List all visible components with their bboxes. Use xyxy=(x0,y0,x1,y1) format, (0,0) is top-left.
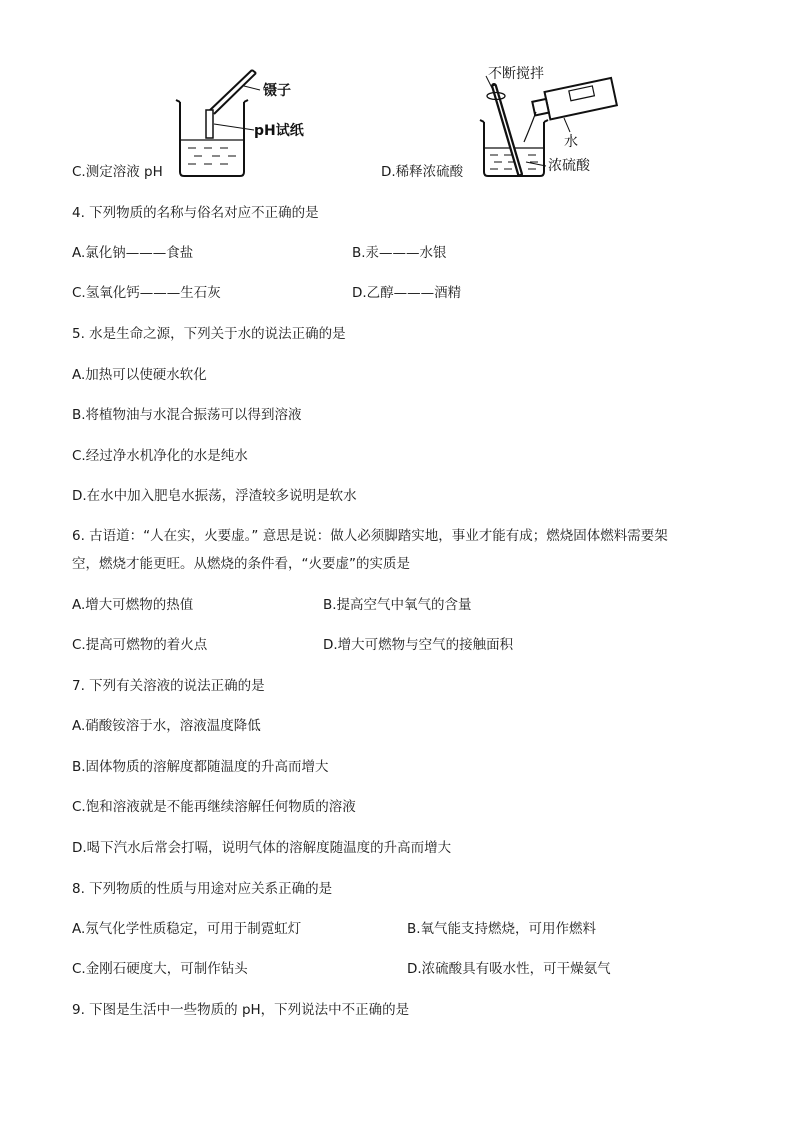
q7-option-b: B.固体物质的溶解度都随温度的升高而增大 xyxy=(72,759,329,775)
q4-option-b: B.汞———水银 xyxy=(352,245,447,261)
q5-option-a: A.加热可以使硬水软化 xyxy=(72,367,207,383)
q7-option-a: A.硝酸铵溶于水，溶液温度降低 xyxy=(72,718,261,734)
q4-option-a: A.氯化钠———食盐 xyxy=(72,245,194,261)
q9-stem: 9. 下图是生活中一些物质的 pH，下列说法中不正确的是 xyxy=(72,1002,410,1018)
q3-option-d: D.稀释浓硫酸 xyxy=(381,164,464,180)
q5-option-d: D.在水中加入肥皂水振荡，浮渣较多说明是软水 xyxy=(72,488,357,504)
q6-option-a: A.增大可燃物的热值 xyxy=(72,597,194,613)
q8-option-c: C.金刚石硬度大，可制作钻头 xyxy=(72,961,248,977)
q6-option-b: B.提高空气中氧气的含量 xyxy=(323,597,472,613)
dilution-figure xyxy=(474,62,624,180)
ph-test-figure xyxy=(168,62,318,180)
q5-stem: 5. 水是生命之源，下列关于水的说法正确的是 xyxy=(72,326,346,342)
q5-option-c: C.经过净水机净化的水是纯水 xyxy=(72,448,248,464)
q7-option-d: D.喝下汽水后常会打嗝，说明气体的溶解度随温度的升高而增大 xyxy=(72,840,452,856)
q6-option-d: D.增大可燃物与空气的接触面积 xyxy=(323,637,514,653)
acid-label: 浓硫酸 xyxy=(548,158,590,174)
q4-option-d: D.乙醇———酒精 xyxy=(352,285,462,301)
q3-option-c: C.测定溶液 pH xyxy=(72,164,163,180)
q6-stem-line2: 空，燃烧才能更旺。从燃烧的条件看，“火要虚”的实质是 xyxy=(72,556,410,572)
q8-stem: 8. 下列物质的性质与用途对应关系正确的是 xyxy=(72,881,333,897)
q8-option-d: D.浓硫酸具有吸水性，可干燥氨气 xyxy=(407,961,611,977)
q5-option-b: B.将植物油与水混合振荡可以得到溶液 xyxy=(72,407,302,423)
q8-option-b: B.氧气能支持燃烧，可用作燃料 xyxy=(407,921,597,937)
water-label: 水 xyxy=(564,134,578,150)
q4-option-c: C.氢氧化钙———生石灰 xyxy=(72,285,221,301)
q6-option-c: C.提高可燃物的着火点 xyxy=(72,637,208,653)
q4-stem: 4. 下列物质的名称与俗名对应不正确的是 xyxy=(72,205,319,221)
q8-option-a: A.氖气化学性质稳定，可用于制霓虹灯 xyxy=(72,921,302,937)
tweezers-label: 镊子 xyxy=(263,83,291,99)
ph-paper-label: pH试纸 xyxy=(254,123,304,139)
q7-stem: 7. 下列有关溶液的说法正确的是 xyxy=(72,678,265,694)
stir-label: 不断搅拌 xyxy=(488,66,544,82)
q6-stem-line1: 6. 古语道：“人在实，火要虚。” 意思是说：做人必须脚踏实地，事业才能有成；燃烧固体燃料需要架 xyxy=(72,528,668,544)
q7-option-c: C.饱和溶液就是不能再继续溶解任何物质的溶液 xyxy=(72,799,356,815)
